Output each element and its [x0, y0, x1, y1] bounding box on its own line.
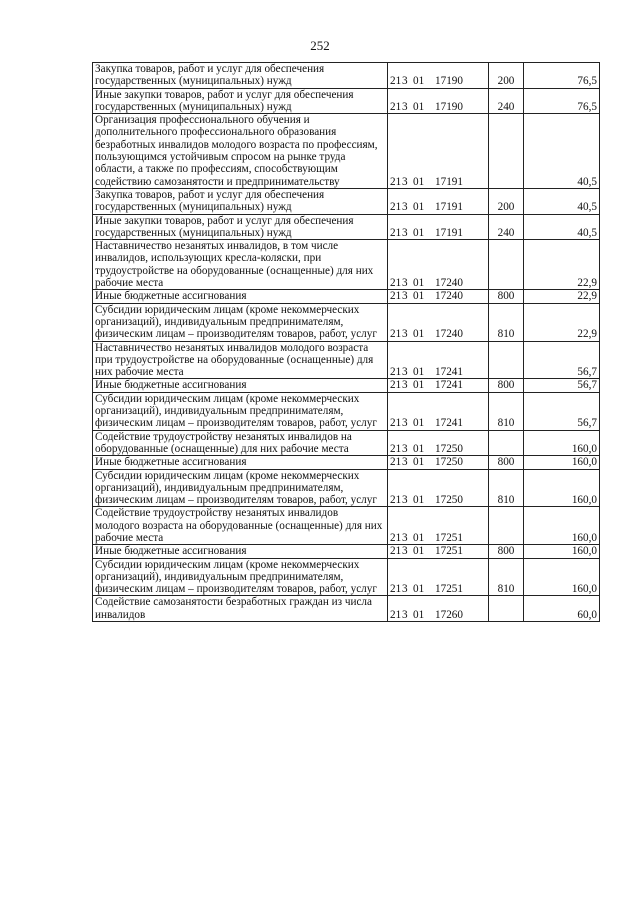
row-name-cell: [93, 507, 388, 545]
row-expense-type: 200: [489, 63, 524, 89]
code-part: 3: [402, 379, 408, 392]
code-part: 17191: [435, 175, 463, 188]
row-code-cell: [388, 63, 489, 89]
row-name-cell: [93, 303, 388, 341]
row-expense-type: 810: [489, 392, 524, 430]
table-row: [93, 469, 600, 507]
row-name: Субсидии юридическим лицам (кроме некоммерческих организаций), индивидуальным предпринимателям, физическим лицам – производителям товаров, работ, услуг: [95, 558, 377, 596]
code-part: 21: [390, 175, 402, 188]
row-expense-type: [489, 114, 524, 189]
code-part: 3: [402, 226, 408, 239]
row-name: Содействие трудоустройству незанятых инвалидов молодого возраста на оборудованные (оснащенные) для них рабочие места: [95, 507, 383, 544]
code-part: 21: [390, 290, 402, 303]
row-code-cell: [388, 290, 489, 303]
row-name: Закупка товаров, работ и услуг для обеспечения государственных (муниципальных) нужд: [95, 188, 325, 214]
code-part: 3: [402, 277, 408, 290]
code-part: 21: [390, 328, 402, 341]
code-part: 17241: [435, 379, 463, 392]
code-part: 01: [413, 583, 425, 596]
row-sum: 40,5: [524, 214, 600, 240]
row-sum: 56,7: [524, 341, 600, 379]
table-row: [93, 188, 600, 214]
code-part: 01: [413, 456, 425, 469]
code-part: 01: [413, 545, 425, 558]
table-row: [93, 88, 600, 114]
row-name: Иные закупки товаров, работ и услуг для обеспечения государственных (муниципальных) нужд: [95, 88, 354, 113]
code-part: 01: [413, 417, 425, 430]
row-name-cell: [93, 114, 388, 189]
row-sum: 160,0: [524, 430, 600, 456]
row-name: Содействие самозанятости безработных граждан из числа инвалидов: [95, 596, 372, 621]
code-part: 21: [390, 531, 402, 544]
row-name: Субсидии юридическим лицам (кроме некоммерческих организаций), индивидуальным предпринимателям, физическим лицам – производителям товаров, работ, услуг: [95, 392, 377, 430]
table-row: [93, 430, 600, 456]
budget-table: [92, 62, 600, 622]
row-expense-type: 800: [489, 290, 524, 303]
table-row: [93, 558, 600, 596]
code-part: 01: [413, 366, 425, 379]
table-row: [93, 507, 600, 545]
table-row: [93, 392, 600, 430]
row-expense-type: 810: [489, 558, 524, 596]
row-sum: 22,9: [524, 303, 600, 341]
row-name: Содействие трудоустройству незанятых инвалидов на оборудованные (оснащенные) для них рабочие места: [95, 430, 352, 455]
code-part: 17251: [435, 545, 463, 558]
row-name: Закупка товаров, работ и услуг для обеспечения государственных (муниципальных) нужд: [95, 63, 325, 88]
code-part: 3: [402, 175, 408, 188]
code-part: 3: [402, 366, 408, 379]
table-row: [93, 545, 600, 558]
row-sum: 160,0: [524, 558, 600, 596]
row-sum: 22,9: [524, 290, 600, 303]
code-part: 01: [413, 75, 425, 88]
row-code-cell: [388, 188, 489, 214]
row-name-cell: [93, 214, 388, 240]
row-expense-type: 240: [489, 214, 524, 240]
row-code-cell: [388, 379, 489, 392]
row-sum: 40,5: [524, 188, 600, 214]
code-part: 3: [402, 494, 408, 507]
row-code-cell: [388, 214, 489, 240]
code-part: 01: [413, 531, 425, 544]
code-part: 17241: [435, 366, 463, 379]
row-expense-type: 800: [489, 456, 524, 469]
code-part: 17240: [435, 290, 463, 303]
table-row: [93, 379, 600, 392]
code-part: 21: [390, 100, 402, 113]
row-code-cell: [388, 392, 489, 430]
code-part: 01: [413, 226, 425, 239]
row-name: Наставничество незанятых инвалидов молодого возраста при трудоустройстве на оборудованные (оснащенные) для них рабочие места: [95, 341, 374, 379]
code-part: 17191: [435, 201, 463, 214]
row-name-cell: [93, 379, 388, 392]
code-part: 17260: [435, 608, 463, 621]
code-part: 01: [413, 379, 425, 392]
row-code-cell: [388, 430, 489, 456]
code-part: 3: [402, 328, 408, 341]
table-row: [93, 214, 600, 240]
row-expense-type: 800: [489, 379, 524, 392]
row-code-cell: [388, 341, 489, 379]
code-part: 21: [390, 456, 402, 469]
row-name-cell: [93, 341, 388, 379]
row-expense-type: 200: [489, 188, 524, 214]
code-part: 21: [390, 417, 402, 430]
code-part: 3: [402, 545, 408, 558]
row-name-cell: [93, 290, 388, 303]
row-code-cell: [388, 558, 489, 596]
row-name: Иные закупки товаров, работ и услуг для обеспечения государственных (муниципальных) нужд: [95, 214, 354, 239]
code-part: 3: [402, 456, 408, 469]
row-name: Субсидии юридическим лицам (кроме некоммерческих организаций), индивидуальным предпринимателям, физическим лицам – производителям товаров, работ, услуг: [95, 303, 377, 341]
code-part: 21: [390, 277, 402, 290]
code-part: 01: [413, 442, 425, 455]
page-number: 252: [310, 38, 330, 53]
row-name-cell: [93, 392, 388, 430]
code-part: 21: [390, 442, 402, 455]
code-part: 17250: [435, 442, 463, 455]
code-part: 17190: [435, 75, 463, 88]
row-name-cell: [93, 469, 388, 507]
row-name-cell: [93, 240, 388, 290]
budget-table-body: [93, 63, 600, 622]
code-part: 21: [390, 75, 402, 88]
row-code-cell: [388, 469, 489, 507]
code-part: 21: [390, 494, 402, 507]
table-row: [93, 341, 600, 379]
table-row: [93, 290, 600, 303]
row-code-cell: [388, 596, 489, 622]
table-row: [93, 114, 600, 189]
code-part: 17190: [435, 100, 463, 113]
row-sum: 40,5: [524, 114, 600, 189]
code-part: 21: [390, 366, 402, 379]
code-part: 01: [413, 175, 425, 188]
row-sum: 160,0: [524, 507, 600, 545]
row-expense-type: 800: [489, 545, 524, 558]
code-part: 01: [413, 290, 425, 303]
row-sum: 76,5: [524, 63, 600, 89]
code-part: 21: [390, 608, 402, 621]
row-name-cell: [93, 188, 388, 214]
code-part: 3: [402, 417, 408, 430]
table-row: [93, 240, 600, 290]
code-part: 17251: [435, 531, 463, 544]
row-sum: 160,0: [524, 456, 600, 469]
row-sum: 60,0: [524, 596, 600, 622]
row-code-cell: [388, 303, 489, 341]
row-name-cell: [93, 545, 388, 558]
row-expense-type: 810: [489, 303, 524, 341]
code-part: 21: [390, 201, 402, 214]
row-sum: 56,7: [524, 379, 600, 392]
row-name: Организация профессионального обучения и дополнительного профессионального образования безработных инвалидов молодого возраста по профессиям, пользующимся устойчивым спросом на рынке труда области, а также по профессиям, способствующим содействию самозанятости и предпринимательству: [95, 114, 378, 188]
code-part: 17251: [435, 583, 463, 596]
row-name-cell: [93, 430, 388, 456]
code-part: 17250: [435, 494, 463, 507]
code-part: 01: [413, 100, 425, 113]
code-part: 3: [402, 442, 408, 455]
code-part: 3: [402, 100, 408, 113]
code-part: 21: [390, 379, 402, 392]
row-name: Наставничество незанятых инвалидов, в том числе инвалидов, использующих кресла-коляски, при трудоустройстве на оборудованные (оснащенные) для них рабочие места: [95, 240, 374, 290]
row-name: Иные бюджетные ассигнования: [95, 545, 247, 558]
row-name: Иные бюджетные ассигнования: [95, 456, 247, 469]
row-name-cell: [93, 63, 388, 89]
table-row: [93, 63, 600, 89]
code-part: 17240: [435, 328, 463, 341]
table-row: [93, 303, 600, 341]
row-name-cell: [93, 88, 388, 114]
row-name: Иные бюджетные ассигнования: [95, 290, 247, 303]
row-expense-type: [489, 507, 524, 545]
code-part: 3: [402, 531, 408, 544]
row-name: Иные бюджетные ассигнования: [95, 379, 247, 392]
row-code-cell: [388, 545, 489, 558]
code-part: 3: [402, 583, 408, 596]
code-part: 3: [402, 608, 408, 621]
table-row: [93, 456, 600, 469]
row-sum: 22,9: [524, 240, 600, 290]
code-part: 21: [390, 226, 402, 239]
code-part: 3: [402, 75, 408, 88]
table-row: [93, 596, 600, 622]
row-expense-type: 240: [489, 88, 524, 114]
row-expense-type: [489, 341, 524, 379]
code-part: 01: [413, 328, 425, 341]
code-part: 01: [413, 201, 425, 214]
code-part: 17250: [435, 456, 463, 469]
code-part: 3: [402, 201, 408, 214]
code-part: 3: [402, 290, 408, 303]
code-part: 21: [390, 545, 402, 558]
row-expense-type: [489, 240, 524, 290]
row-name: Субсидии юридическим лицам (кроме некоммерческих организаций), индивидуальным предпринимателям, физическим лицам – производителям товаров, работ, услуг: [95, 469, 377, 507]
row-code-cell: [388, 114, 489, 189]
row-code-cell: [388, 507, 489, 545]
row-code-cell: [388, 240, 489, 290]
row-name-cell: [93, 596, 388, 622]
row-sum: 76,5: [524, 88, 600, 114]
code-part: 17240: [435, 277, 463, 290]
row-name-cell: [93, 558, 388, 596]
code-part: 01: [413, 277, 425, 290]
row-sum: 160,0: [524, 545, 600, 558]
row-code-cell: [388, 456, 489, 469]
row-sum: 56,7: [524, 392, 600, 430]
row-expense-type: [489, 430, 524, 456]
code-part: 21: [390, 583, 402, 596]
row-expense-type: 810: [489, 469, 524, 507]
code-part: 17191: [435, 226, 463, 239]
code-part: 01: [413, 608, 425, 621]
row-code-cell: [388, 88, 489, 114]
code-part: 17241: [435, 417, 463, 430]
row-name-cell: [93, 456, 388, 469]
row-expense-type: [489, 596, 524, 622]
code-part: 01: [413, 494, 425, 507]
row-sum: 160,0: [524, 469, 600, 507]
